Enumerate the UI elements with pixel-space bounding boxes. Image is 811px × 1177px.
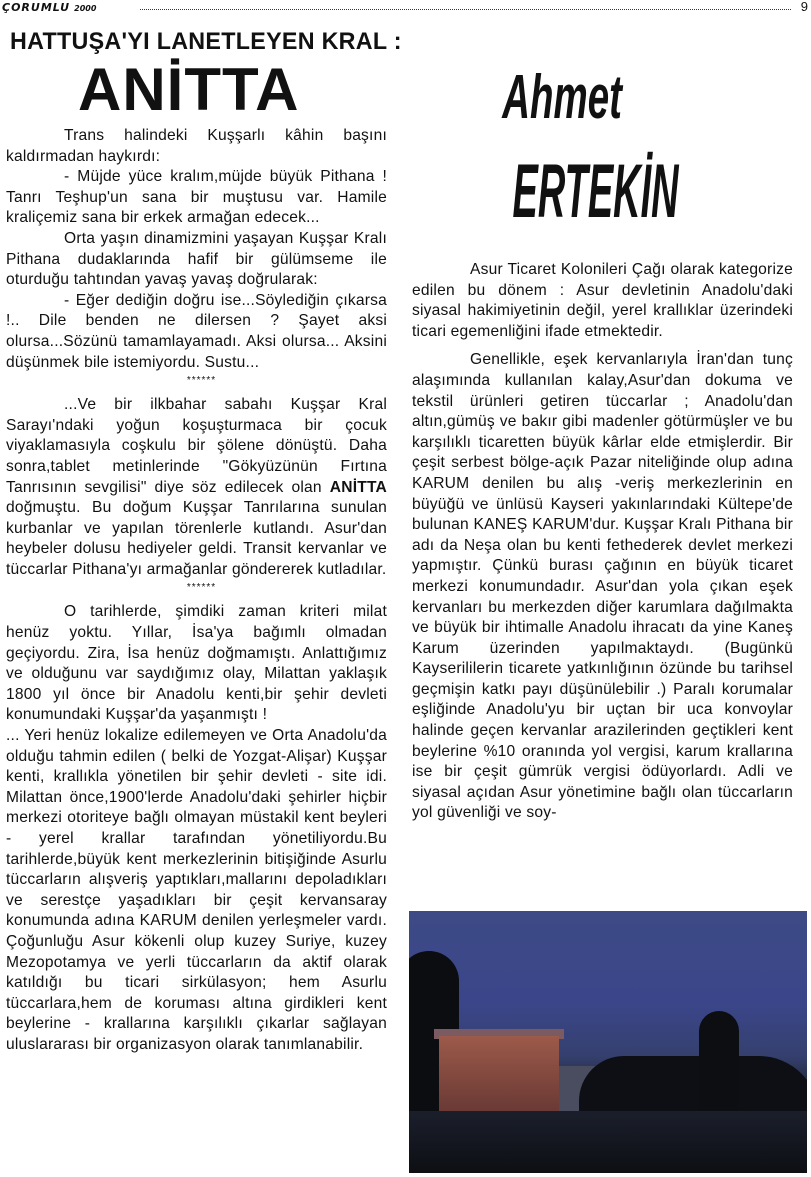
paragraph: - Eğer dediğin doğru ise...Söylediğin çıkarsa !.. Dile benden ne dilersen ? Şayet aksi olursa...Sözünü tamamlayamadı. Aksi olursa... Aksini düşünmek bile istemiyordu. Sustu... (6, 291, 387, 371)
masthead (2, 1, 96, 14)
photo-trees (579, 1056, 807, 1116)
page-header (0, 0, 811, 16)
article-kicker: HATTUŞA'YI LANETLEYEN KRAL : (10, 28, 402, 55)
masthead-title: ÇORUMLU (2, 1, 71, 14)
right-column (412, 260, 793, 824)
photo-tall-tree (699, 1011, 739, 1121)
author-first-name: Ahmet (502, 63, 622, 132)
paragraph: Orta yaşın dinamizmini yaşayan Kuşşar Kralı Pithana dudaklarında hafif bir gülümseme ile oturduğu tahtından yavaş yavaş doğrularak: (6, 229, 387, 289)
photo-building (439, 1036, 559, 1111)
paragraph: ... Yeri henüz lokalize edilemeyen ve Orta Anadolu'da olduğu tahmin edilen ( belki de Yozgat-Alişar) Kuşşar kenti, krallıkla yönetilen bir şehir devleti - site idi. Milattan önce,1900'lerde Anadolu'daki şehirler hiçbir merkezi otoriteye bağlı olmayan müstakil kent beyleri - yerel krallar tarafından yönetiliyordu.Bu tarihlerde,büyük kent merkezlerinin bitişiğinde Asurlu tüccarların alışveriş yaptıkları,mallarını depoladıkları ve serestçe yaşadıkları bir çeşit kervansaray konumunda adına KARUM denilen yerleşmeler vardı. Çoğunluğu Asur kökenli olup kuzey Suriye, kuzey Mezopotamya ve yerli tüccarların da aktif olarak katıldığı bu ticari sirkülasyon; hem Asurlu tüccarlara,hem de koruması altına girdikleri kent beylerine - krallarına karşılıklı çıkarlar sağlayan uluslararası bir organizasyon olarak tanımlanabilir. (6, 727, 387, 1053)
section-separator: ****** (186, 582, 217, 594)
page-number: 9 (800, 0, 808, 14)
paragraph-text: doğmuştu. Bu doğum Kuşşar Tanrılarına sunulan kurbanlar ve yapılan törenlerle kutlandı. Asur'dan heybeler dolusu hediyeler geldi. Transit kervanlar ve tüccarlar Pithana'yı armağanlar göndererek kutladılar. (6, 499, 387, 578)
building-photo (409, 911, 807, 1173)
author-last-name: ERTEKİN (512, 149, 679, 234)
section-separator: ****** (186, 375, 217, 387)
paragraph (6, 395, 387, 580)
left-column (6, 126, 387, 1056)
paragraph: Trans halindeki Kuşşarlı kâhin başını kaldırmadan haykırdı: (6, 127, 387, 165)
paragraph: O tarihlerde, şimdiki zaman kriteri milat henüz yoktu. Yıllar, İsa'ya bağımlı olmadan geçiyordu. Zira, İsa henüz doğmamıştı. Anlattığımız ve olduğunu var saydığımız olay, Milattan yaklaşık 1800 yıl önce bir Anadolu kenti,bir şehir devleti konumundaki Kuşşar'da yaşanmıştı ! (6, 603, 387, 724)
paragraph: - Müjde yüce kralım,müjde büyük Pithana ! Tanrı Teşhup'un sana bir muştusu var. Hamile kraliçemiz sana bir erkek armağan edecek... (6, 168, 387, 227)
paragraph: Genellikle, eşek kervanlarıyla İran'dan tunç alaşımında kullanılan kalay,Asur'dan dokuma ve tekstil ürünleri getiren tüccarlar ; Anadolu'dan altın,gümüş ve bakır gibi madenler götürmüşler ve bu karşılıklı ticaretten büyük kârlar elde etmişlerdir. Bir çeşit serbest bölge-açık Pazar niteliğinde olup adına KARUM denilen bu alış -veriş merkezlerinin en büyüğü ve ünlüsü Kayseri yakınlarındaki Kültepe'de bulunan KANEŞ KARUM'dur. Kuşşar Kralı Pithana bir adı da Neşa olan bu kenti fethederek devlet merkezi yapmıştır. Çünkü burası çağının en büyük ticaret merkezi konumundadır. Asur'dan yola çıkan eşek kervanları bu merkezden diğer karumlara dağılmakta ve büyük bir ihtimalle Anadolu ihracatı da yine Kaneş Karum üzerinden yapılmaktaydı. (Bugünkü Kayserililerin ticarete yatkınlığının özünde bu tarihsel geçmişin katkı payı düşünülebilir .) Paralı korumalar eşliğinde Anadolu'yu bir uçtan bir uca konvoylar halinde geçen kervanlar arazilerinden geçtikleri kent beylerine %10 oranında yol vergisi, karum krallarına ise bir çeşit gümrük vergisi ödüyorlardı. Adli ve siyasal açıdan Asur yönetimine bağlı olan tüccarların yol güvenliği ve soy- (412, 351, 793, 822)
article-headline: ANİTTA (78, 56, 300, 123)
name-highlight: ANİTTA (329, 478, 387, 496)
photo-ground (409, 1111, 807, 1173)
header-dotted-rule (140, 9, 791, 10)
masthead-year: 2000 (74, 4, 97, 13)
paragraph: Asur Ticaret Kolonileri Çağı olarak kategorize edilen bu dönem : Asur devletinin Anadolu'daki siyasal hakimiyetinin değil, yerel krallıklar üzerindeki ticari egemenliğini ifade etmektedir. (412, 261, 793, 340)
paragraph-text: ...Ve bir ilkbahar sabahı Kuşşar Kral Sarayı'ndaki yoğun koşuşturmaca bir çocuk viyaklamasıyla coşkulu bir şölene dönüştü. Daha sonra,tablet metinlerinde "Gökyüzünün Fırtına Tanrısının sevgilisi" diye söz edilecek olan (6, 396, 387, 496)
